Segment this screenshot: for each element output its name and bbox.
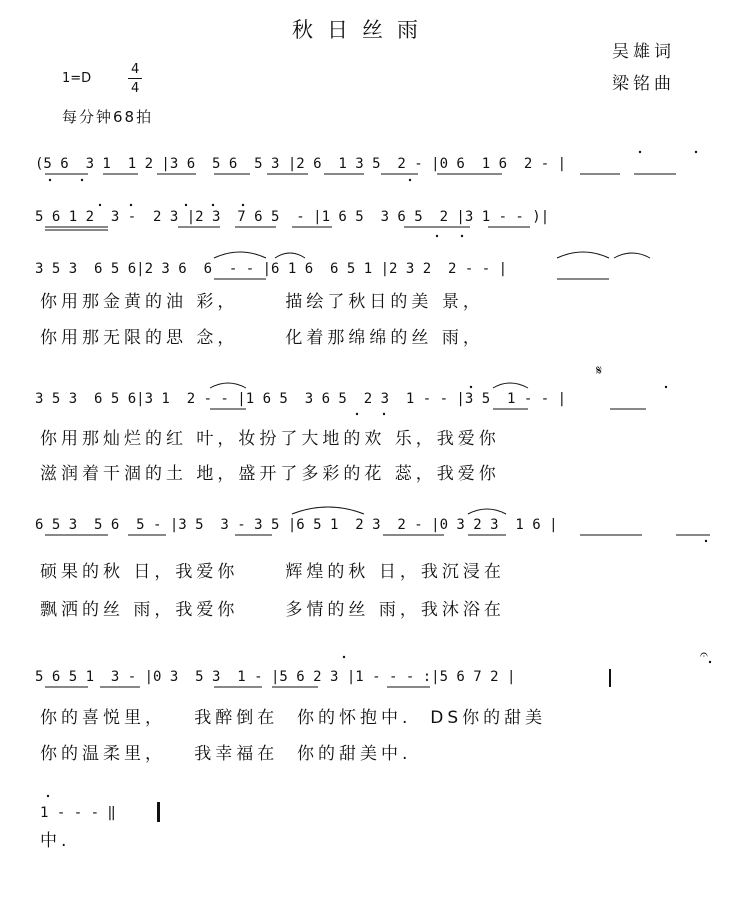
final-barline [157,802,160,822]
lyricist-credit: 吴雄词 [612,42,675,62]
octave-dot [409,179,411,181]
octave-dot [242,204,244,206]
tie-arc [493,383,528,388]
octave-dot [461,235,463,237]
octave-dot [47,795,49,797]
octave-dot [99,204,101,206]
notation-row-6: 5 6 5 1 3 - |0 3 5 3 1 - |5 6 2 3 |1 - - - :|5 6 7 2 | [35,669,516,685]
octave-dot [212,204,214,206]
lyric-row-4-verse-2: 滋润着干涸的土 地，盛开了多彩的花 蕊，我爱你 [40,464,500,484]
octave-dot [639,151,641,153]
tie-arc [214,252,266,258]
notation-row-3: 3 5 3 6 5 6|2 3 6 6 - - |6 1 6 6 5 1 |2 3 2 2 - - | [35,261,508,277]
tie-arc [614,253,650,258]
tie-arc [210,383,246,388]
notation-row-7: 1 - - - ‖ [40,805,116,821]
composer-credit: 梁铭曲 [612,74,675,94]
octave-dot [695,151,697,153]
notation-row-1: (5 6 3 1 1 2 |3 6 5 6 5 3 |2 6 1 3 5 2 - |0 6 1 6 2 - | [35,156,567,172]
lyric-row-6-verse-1: 你的喜悦里， 我醉倒在 你的怀抱中. DS你的甜美 [40,708,547,728]
octave-dot [356,413,358,415]
lyric-row-5-verse-1: 硕果的秋 日，我爱你 辉煌的秋 日，我沉浸在 [40,562,505,582]
octave-dot [343,656,345,658]
tie-arc [468,509,506,514]
tie-arc [275,253,305,258]
lyric-row-5-verse-2: 飘洒的丝 雨，我爱你 多情的丝 雨，我沐浴在 [40,600,505,620]
key-signature: 1=D [62,71,92,86]
tempo-marking: 每分钟68拍 [62,108,154,126]
lyric-row-4-verse-1: 你用那灿烂的红 叶，妆扮了大地的欢 乐，我爱你 [40,429,500,449]
octave-dot [709,661,711,663]
notation-row-5: 6 5 3 5 6 5 - |3 5 3 - 3 5 |6 5 1 2 3 2 - |0 3 2 3 1 6 | [35,517,558,533]
lyric-row-3-verse-1: 你用那金黄的油 彩， 描绘了秋日的美 景， [40,292,484,312]
segno-sign: 𝄋 [596,363,603,379]
fermata-sign: 𝄐 [700,647,708,663]
lyric-row-7-verse-1: 中. [40,831,71,851]
octave-dot [383,413,385,415]
octave-dot [185,204,187,206]
octave-dot [49,179,51,181]
notation-row-2: 5 6 1 2 3 - 2 3 |2 3 7 6 5 - |1 6 5 3 6 5 2 |3 1 - - )| [35,209,550,225]
tie-arc [557,252,609,258]
song-title: 秋日丝雨 [292,18,432,42]
lyric-row-3-verse-2: 你用那无限的思 念， 化着那绵绵的丝 雨， [40,328,484,348]
notation-row-4: 3 5 3 6 5 6|3 1 2 - - |1 6 5 3 6 5 2 3 1 - - |3 5 1 - - | [35,391,567,407]
meter-denominator: 4 [131,81,140,96]
octave-dot [665,386,667,388]
tie-arc [292,507,364,514]
lyric-row-6-verse-2: 你的温柔里， 我幸福在 你的甜美中. [40,744,412,764]
octave-dot [470,386,472,388]
octave-dot [130,204,132,206]
octave-dot [436,235,438,237]
meter-numerator: 4 [131,62,140,77]
octave-dot [81,179,83,181]
octave-dot [705,540,707,542]
repeat-barline [609,669,611,687]
